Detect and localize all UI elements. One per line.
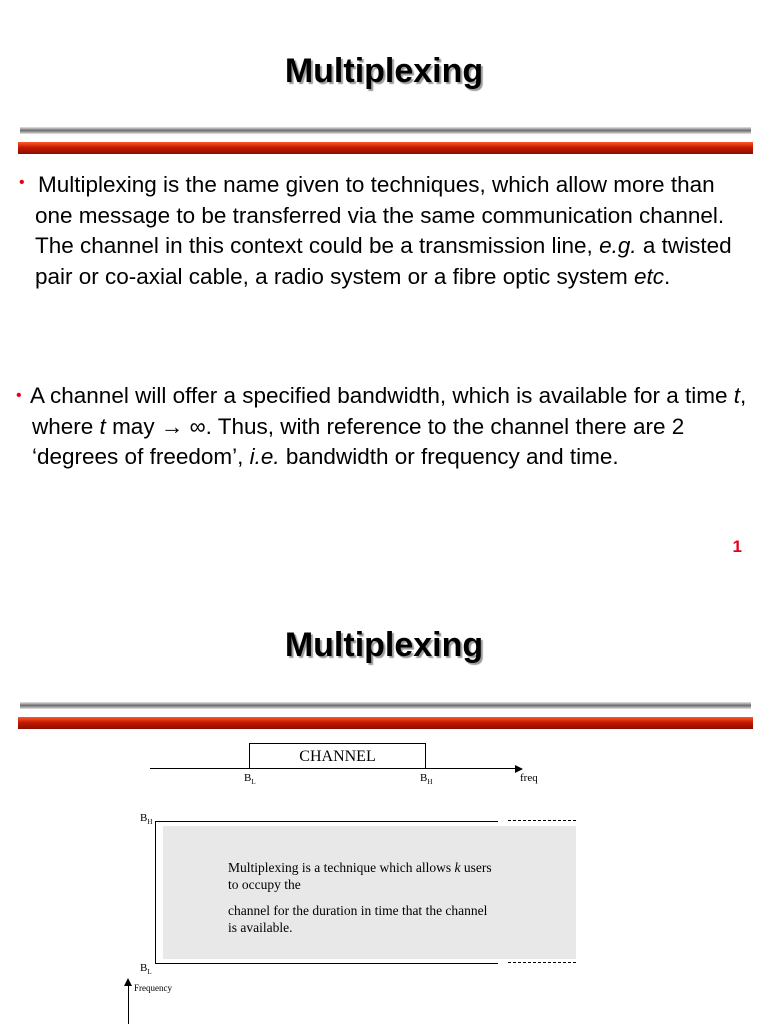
bullet-2-text: bandwidth or frequency and time. xyxy=(279,444,619,469)
freq-label: freq xyxy=(520,772,538,784)
bh-sub: H xyxy=(427,778,433,787)
region-left-edge xyxy=(155,821,156,963)
upper-band-dashed xyxy=(508,820,576,821)
channel-box: CHANNEL xyxy=(249,743,426,769)
bullet-1-text: . xyxy=(664,263,671,289)
frequency-axis xyxy=(150,768,516,769)
left-bl-label xyxy=(140,962,152,976)
bullet-2-emphasis: t xyxy=(733,383,740,408)
bullet-paragraph-1 xyxy=(35,170,757,292)
region-text-1 xyxy=(228,859,498,893)
left-bl-main: B xyxy=(140,962,148,974)
bullet-paragraph-2 xyxy=(32,381,758,473)
bullet-marker: • xyxy=(19,174,25,191)
title-rule-red xyxy=(18,717,753,729)
region-text: Multiplexing is a technique which allows xyxy=(228,860,455,875)
title-rule-grey xyxy=(20,702,751,709)
slide-1-title: Multiplexing xyxy=(284,52,484,90)
bullet-1-text: Multiplexing is the name given to techniques, which allow more than one message to be transferred via the same communication channel. The channel in this context could be a transmission line, xyxy=(35,172,725,258)
title-rule-red xyxy=(18,142,753,154)
bullet-marker: • xyxy=(16,387,22,404)
bl-axis-label xyxy=(244,772,256,786)
frequency-vertical-axis xyxy=(128,985,129,1024)
left-bl-sub: L xyxy=(147,968,152,977)
bullet-1-emphasis: e.g. xyxy=(599,233,637,258)
bh-axis-label xyxy=(420,772,432,786)
title-rule-grey xyxy=(20,127,751,134)
bullet-1-text: a twisted pair or co-axial cable, a radio system or a fibre optic system xyxy=(35,233,732,289)
slide-2-title: Multiplexing xyxy=(284,626,484,664)
left-bh-sub: H xyxy=(147,818,153,827)
upper-band-line xyxy=(155,821,498,822)
bh-main: B xyxy=(420,772,428,784)
page-number: 1 xyxy=(732,537,742,556)
bullet-1-emphasis: etc xyxy=(634,263,665,289)
bullet-2-emphasis: i.e. xyxy=(249,444,280,469)
bl-sub: L xyxy=(251,778,256,787)
bullet-2-text: may → ∞. Thus, with reference to the channel there are 2 ‘degrees of freedom’, xyxy=(32,413,685,469)
left-bh-main: B xyxy=(140,812,148,824)
bullet-2-text: , where xyxy=(32,383,747,439)
bullet-2-text: A channel will offer a specified bandwidth, which is available for a time xyxy=(30,383,734,408)
bullet-2-emphasis: t xyxy=(99,413,106,439)
region-text: users to occupy the xyxy=(228,860,492,892)
region-text-2: channel for the duration in time that the channel is available. xyxy=(228,903,488,935)
region-emphasis: k xyxy=(454,860,461,875)
lower-band-dashed xyxy=(508,962,576,963)
bl-main: B xyxy=(244,772,252,784)
lower-band-line xyxy=(155,963,498,964)
left-bh-label xyxy=(140,812,152,826)
frequency-label: Frequency xyxy=(134,983,172,993)
